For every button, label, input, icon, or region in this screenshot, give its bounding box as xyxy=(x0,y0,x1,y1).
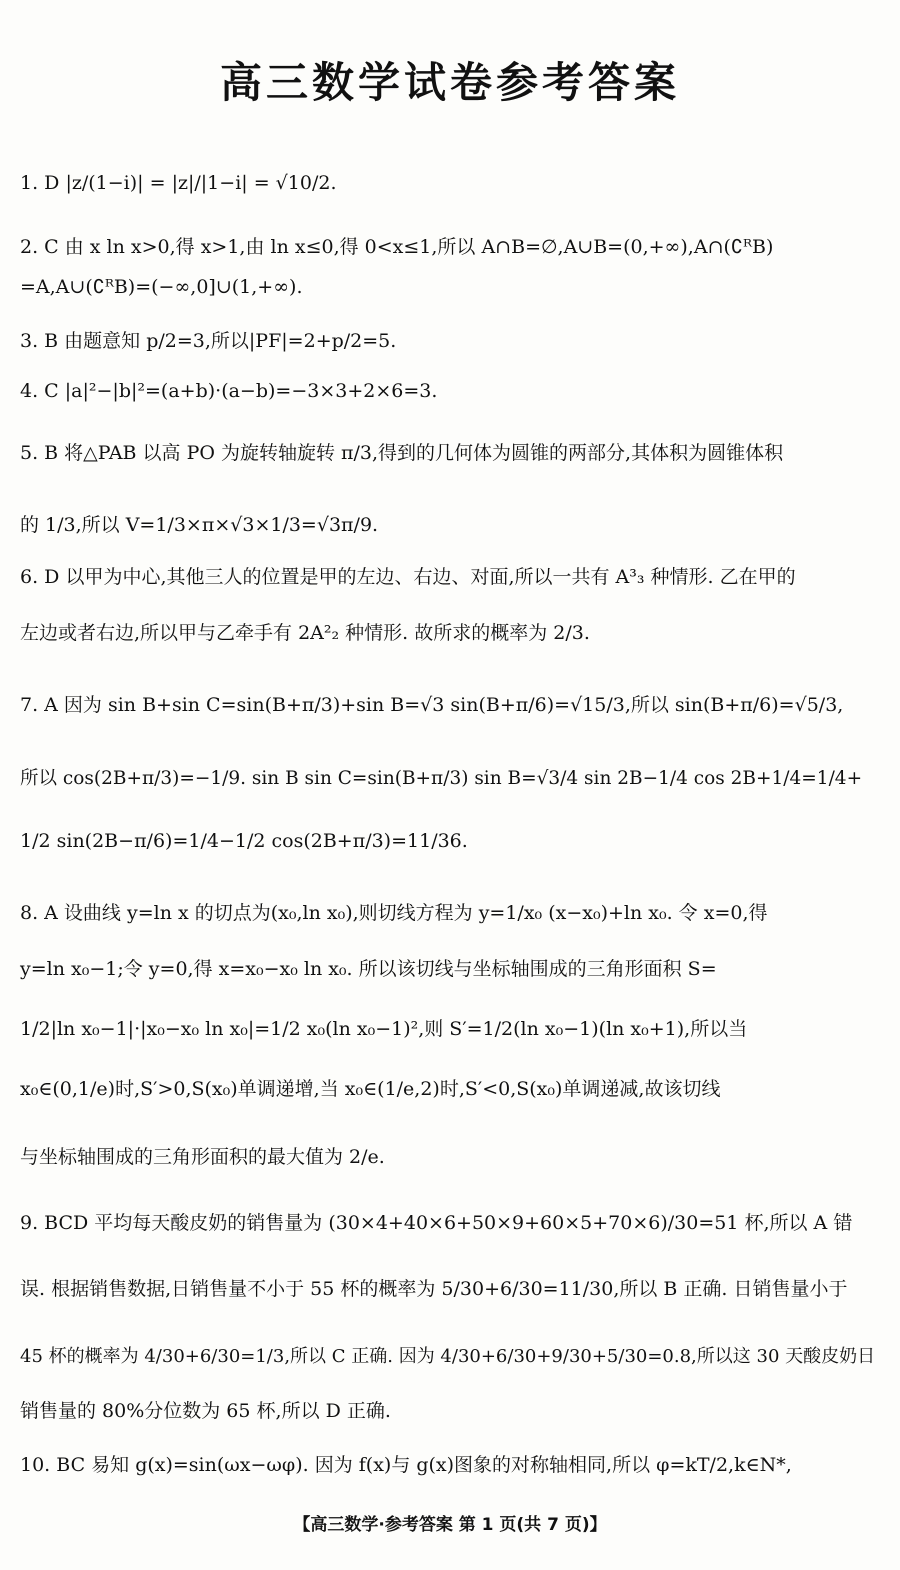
answer-line: 与坐标轴围成的三角形面积的最大值为 2/e. xyxy=(20,1146,385,1168)
answer-line: 5. B 将△PAB 以高 PO 为旋转轴旋转 π/3,得到的几何体为圆锥的两部分,其体积为圆锥体积 xyxy=(20,442,784,464)
answer-line: 误. 根据销售数据,日销售量不小于 55 杯的概率为 5/30+6/30=11/30,所以 B 正确. 日销售量小于 xyxy=(20,1278,848,1300)
answer-line: 3. B 由题意知 p/2=3,所以|PF|=2+p/2=5. xyxy=(20,330,397,352)
page-footer: 【高三数学·参考答案 第 1 页(共 7 页)】 xyxy=(293,1515,607,1535)
answer-line: 4. C |a|²−|b|²=(a+b)·(a−b)=−3×3+2×6=3. xyxy=(20,380,438,402)
page-title: 高三数学试卷参考答案 xyxy=(219,58,680,107)
answer-line: 左边或者右边,所以甲与乙牵手有 2A²₂ 种情形. 故所求的概率为 2/3. xyxy=(20,622,590,644)
answer-line: 45 杯的概率为 4/30+6/30=1/3,所以 C 正确. 因为 4/30+6/30+9/30+5/30=0.8,所以这 30 天酸皮奶日 xyxy=(20,1346,876,1367)
answer-line: 6. D 以甲为中心,其他三人的位置是甲的左边、右边、对面,所以一共有 A³₃ 种情形. 乙在甲的 xyxy=(20,566,796,588)
answer-line: =A,A∪(∁ᴿB)=(−∞,0]∪(1,+∞). xyxy=(20,276,303,298)
answer-line: 8. A 设曲线 y=ln x 的切点为(x₀,ln x₀),则切线方程为 y=1/x₀ (x−x₀)+ln x₀. 令 x=0,得 xyxy=(20,902,768,924)
answer-line: 9. BCD 平均每天酸皮奶的销售量为 (30×4+40×6+50×9+60×5+70×6)/30=51 杯,所以 A 错 xyxy=(20,1212,853,1234)
answer-line: 1. D |z/(1−i)| = |z|/|1−i| = √10/2. xyxy=(20,172,337,194)
answer-line: 销售量的 80%分位数为 65 杯,所以 D 正确. xyxy=(20,1400,391,1422)
answer-line: x₀∈(0,1/e)时,S′>0,S(x₀)单调递增,当 x₀∈(1/e,2)时,S′<0,S(x₀)单调递减,故该切线 xyxy=(20,1078,721,1100)
answer-line: 所以 cos(2B+π/3)=−1/9. sin B sin C=sin(B+π/3) sin B=√3/4 sin 2B−1/4 cos 2B+1/4=1/4+ xyxy=(20,768,863,789)
answer-line: 10. BC 易知 g(x)=sin(ωx−ωφ). 因为 f(x)与 g(x)图象的对称轴相同,所以 φ=kT/2,k∈N*, xyxy=(20,1454,792,1476)
answer-line: 1/2|ln x₀−1|·|x₀−x₀ ln x₀|=1/2 x₀(ln x₀−1)²,则 S′=1/2(ln x₀−1)(ln x₀+1),所以当 xyxy=(20,1018,748,1040)
answer-line: 2. C 由 x ln x>0,得 x>1,由 ln x≤0,得 0<x≤1,所以 A∩B=∅,A∪B=(0,+∞),A∩(∁ᴿB) xyxy=(20,236,774,258)
answer-line: 的 1/3,所以 V=1/3×π×√3×1/3=√3π/9. xyxy=(20,514,379,536)
answer-line: 1/2 sin(2B−π/6)=1/4−1/2 cos(2B+π/3)=11/36. xyxy=(20,830,468,852)
answer-line: 7. A 因为 sin B+sin C=sin(B+π/3)+sin B=√3 sin(B+π/6)=√15/3,所以 sin(B+π/6)=√5/3, xyxy=(20,694,844,716)
answer-line: y=ln x₀−1;令 y=0,得 x=x₀−x₀ ln x₀. 所以该切线与坐标轴围成的三角形面积 S= xyxy=(20,958,717,980)
